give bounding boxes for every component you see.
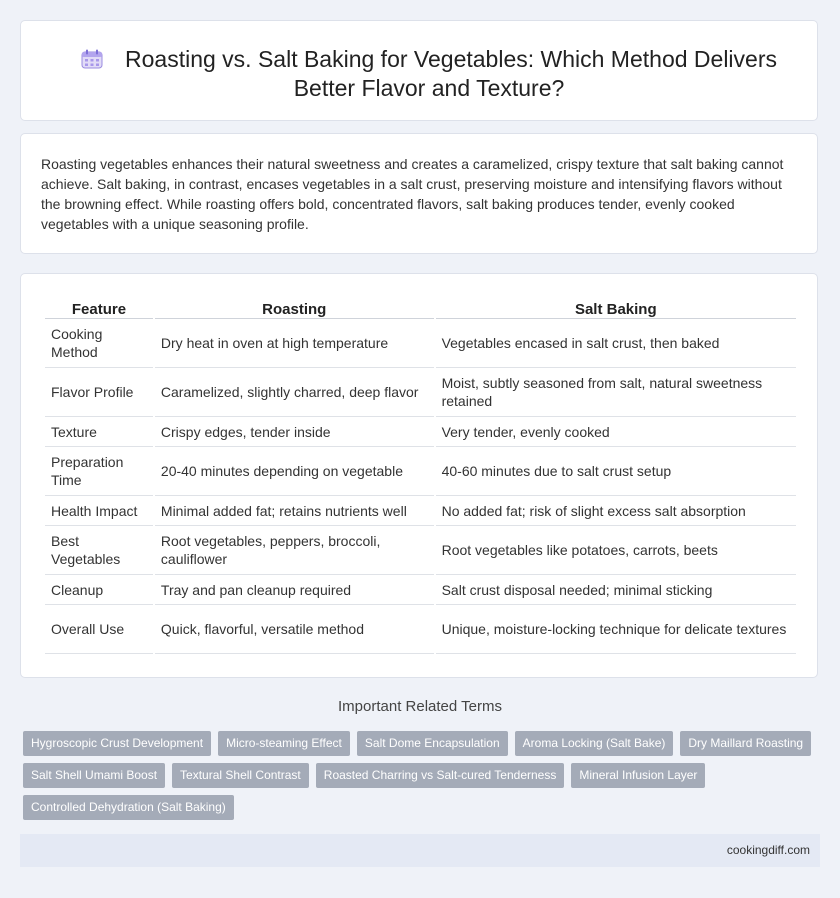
related-term-tag[interactable]: Micro-steaming Effect <box>218 731 350 756</box>
table-row <box>45 447 796 496</box>
table-row <box>45 368 796 417</box>
related-term-tag[interactable]: Dry Maillard Roasting <box>680 731 811 756</box>
related-term-tag[interactable]: Salt Shell Umami Boost <box>23 763 165 788</box>
feature-cell: Best Vegetables <box>45 526 153 575</box>
feature-cell: Texture <box>45 417 153 447</box>
roasting-cell: Caramelized, slightly charred, deep flavor <box>155 368 434 417</box>
related-term-tag[interactable]: Roasted Charring vs Salt-cured Tenderness <box>316 763 565 788</box>
related-term-tag[interactable]: Hygroscopic Crust Development <box>23 731 211 756</box>
table-row <box>45 319 796 368</box>
salt-baking-cell: Moist, subtly seasoned from salt, natural sweetness retained <box>436 368 796 417</box>
intro-paragraph: Roasting vegetables enhances their natural sweetness and creates a caramelized, crispy texture that salt baking cannot achieve. Salt baking, in contrast, encases vegetables in a salt crust, preserving moisture and intensifying flavors without the browning effect. While roasting offers bold, concentrated flavors, salt baking produces tender, evenly cooked vegetables with a unique seasoning profile. <box>41 156 784 232</box>
intro-card <box>20 133 818 254</box>
footer-site-link[interactable]: cookingdiff.com <box>726 843 810 857</box>
comparison-table-card <box>20 273 818 678</box>
feature-cell: Preparation Time <box>45 447 153 496</box>
roasting-cell: Minimal added fat; retains nutrients well <box>155 496 434 526</box>
roasting-cell: Quick, flavorful, versatile method <box>155 605 434 654</box>
feature-cell: Overall Use <box>45 605 153 654</box>
salt-baking-cell: Very tender, evenly cooked <box>436 417 796 447</box>
table-row <box>45 496 796 526</box>
title-wrap <box>61 45 797 103</box>
related-term-tag[interactable]: Mineral Infusion Layer <box>571 763 705 788</box>
salt-baking-cell: Unique, moisture-locking technique for delicate textures <box>436 605 796 654</box>
roasting-cell: Tray and pan cleanup required <box>155 575 434 605</box>
table-row <box>45 605 796 654</box>
related-term-tag[interactable]: Aroma Locking (Salt Bake) <box>515 731 674 756</box>
header-salt-baking: Salt Baking <box>436 296 796 319</box>
salt-baking-cell: Salt crust disposal needed; minimal sticking <box>436 575 796 605</box>
footer <box>20 834 820 867</box>
roasting-cell: Root vegetables, peppers, broccoli, cauliflower <box>155 526 434 575</box>
header-feature: Feature <box>45 296 153 319</box>
roasting-cell: 20-40 minutes depending on vegetable <box>155 447 434 496</box>
feature-cell: Flavor Profile <box>45 368 153 417</box>
roasting-cell: Crispy edges, tender inside <box>155 417 434 447</box>
page-title-text: Roasting vs. Salt Baking for Vegetables: Which Method Delivers Better Flavor and Texture? <box>125 46 777 101</box>
table-header-row <box>45 296 796 319</box>
related-term-tag[interactable]: Textural Shell Contrast <box>172 763 309 788</box>
related-term-tag[interactable]: Salt Dome Encapsulation <box>357 731 508 756</box>
related-term-tag[interactable]: Controlled Dehydration (Salt Baking) <box>23 795 234 820</box>
salt-baking-cell: Root vegetables like potatoes, carrots, beets <box>436 526 796 575</box>
page-title <box>61 45 797 103</box>
header-roasting: Roasting <box>155 296 434 319</box>
related-terms-title: Important Related Terms <box>338 698 502 715</box>
feature-cell: Health Impact <box>45 496 153 526</box>
table-row <box>45 526 796 575</box>
feature-cell: Cleanup <box>45 575 153 605</box>
salt-baking-cell: No added fat; risk of slight excess salt absorption <box>436 496 796 526</box>
comparison-table <box>43 296 798 654</box>
roasting-cell: Dry heat in oven at high temperature <box>155 319 434 368</box>
feature-cell: Cooking Method <box>45 319 153 368</box>
table-row <box>45 417 796 447</box>
salt-baking-cell: Vegetables encased in salt crust, then baked <box>436 319 796 368</box>
table-row <box>45 575 796 605</box>
calendar-icon <box>81 47 103 67</box>
related-terms-tags <box>23 731 813 820</box>
title-card <box>20 20 818 121</box>
salt-baking-cell: 40-60 minutes due to salt crust setup <box>436 447 796 496</box>
